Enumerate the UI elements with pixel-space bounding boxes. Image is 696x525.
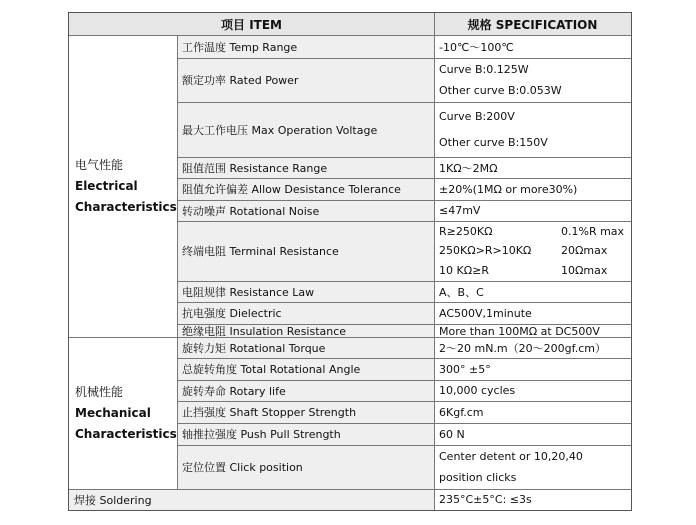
row-value-power [434,58,631,102]
divider [177,200,631,201]
value-line [439,244,631,257]
divider [69,337,631,338]
row-value-dielectric [434,302,631,324]
value-line: 1KΩ～2MΩ [439,161,498,175]
row-label-resistance: 阻值范围 Resistance Range [177,157,434,178]
row-value-voltage [434,102,631,157]
divider [177,445,631,446]
row-label-dielectric: 抗电强度 Dielectric [177,302,434,324]
divider [177,380,631,381]
row-label-soldering: 焊接 Soldering [69,489,434,510]
value-line: Other curve B:150V [439,136,548,150]
value-line: Curve B:200V [439,109,515,123]
value-line: A、B、C [439,285,484,299]
group-electrical-en2: Characteristics [75,199,177,214]
group-electrical-zh: 电气性能 [75,157,124,172]
row-label-insulation: 绝缘电阻 Insulation Resistance [177,324,434,337]
row-label-click: 定位位置 Click position [177,445,434,489]
divider [69,35,631,36]
row-value-torque [434,337,631,358]
value-left: R≥250KΩ [439,225,493,239]
value-line: 60 N [439,427,465,441]
row-label-noise: 转动噪声 Rotational Noise [177,200,434,221]
row-value-insulation [434,324,631,337]
row-value-pushpull [434,423,631,445]
value-line: More than 100MΩ at DC500V [439,325,600,338]
value-line: 235°C±5°C: ≤3s [439,493,532,506]
row-label-tolerance: 阻值允许偏差 Allow Desistance Tolerance [177,178,434,200]
divider [434,13,435,510]
value-line: ≤47mV [439,204,481,217]
row-value-life [434,380,631,401]
value-left: 250KΩ>R>10KΩ [439,244,532,258]
row-value-click [434,445,631,489]
divider [69,489,631,490]
row-value-resistance [434,157,631,178]
row-value-tolerance [434,178,631,200]
row-label-power: 额定功率 Rated Power [177,58,434,102]
value-line: 6Kgf.cm [439,405,484,419]
value-line: AC500V,1minute [439,306,532,320]
value-right: 0.1%R max [561,225,625,239]
row-value-stopper [434,401,631,423]
row-label-law: 电阻规律 Resistance Law [177,281,434,302]
row-value-soldering [434,489,631,510]
row-label-angle: 总旋转角度 Total Rotational Angle [177,358,434,380]
row-value-terminal [434,221,631,281]
group-mechanical-zh: 机械性能 [75,384,124,399]
header-item: 项目 ITEM [69,13,434,35]
value-line: 10,000 cycles [439,384,516,397]
row-label-life: 旋转寿命 Rotary life [177,380,434,401]
header-spec: 规格 SPECIFICATION [434,13,631,35]
group-mechanical [69,337,177,489]
row-label-torque: 旋转力矩 Rotational Torque [177,337,434,358]
row-value-noise [434,200,631,221]
value-line: Curve B:0.125W [439,63,529,76]
value-line: Center detent or 10,20,40 [439,450,583,463]
divider [177,423,631,424]
row-label-stopper: 止挡强度 Shaft Stopper Strength [177,401,434,423]
value-line: 2～20 mN.m（20～200gf.cm） [439,341,606,355]
divider [177,221,631,222]
row-label-terminal: 终端电阻 Terminal Resistance [177,221,434,281]
value-line: -10℃～100℃ [439,40,514,54]
group-electrical-en1: Electrical [75,178,138,193]
row-value-angle [434,358,631,380]
group-electrical [69,35,177,337]
divider [177,35,178,489]
spec-table [68,12,632,511]
value-line [439,264,631,277]
divider [177,58,631,59]
row-label-pushpull: 轴推拉强度 Push Pull Strength [177,423,434,445]
divider [177,324,631,325]
divider [177,281,631,282]
divider [177,102,631,103]
divider [177,358,631,359]
divider [177,157,631,158]
value-line: 300° ±5° [439,362,491,376]
row-label-temp: 工作温度 Temp Range [177,35,434,58]
group-mechanical-en2: Characteristics [75,426,177,441]
divider [177,178,631,179]
value-line [439,225,631,238]
value-left: 10 KΩ≥R [439,263,489,277]
value-line: Other curve B:0.053W [439,84,562,97]
group-mechanical-en1: Mechanical [75,405,151,420]
value-line: ±20%(1MΩ or more30%) [439,182,578,196]
divider [177,302,631,303]
row-label-voltage: 最大工作电压 Max Operation Voltage [177,102,434,157]
row-value-law [434,281,631,302]
value-right: 20Ωmax [561,244,608,258]
value-line: position clicks [439,471,517,484]
row-value-temp [434,35,631,58]
value-right: 10Ωmax [561,263,608,277]
divider [177,401,631,402]
